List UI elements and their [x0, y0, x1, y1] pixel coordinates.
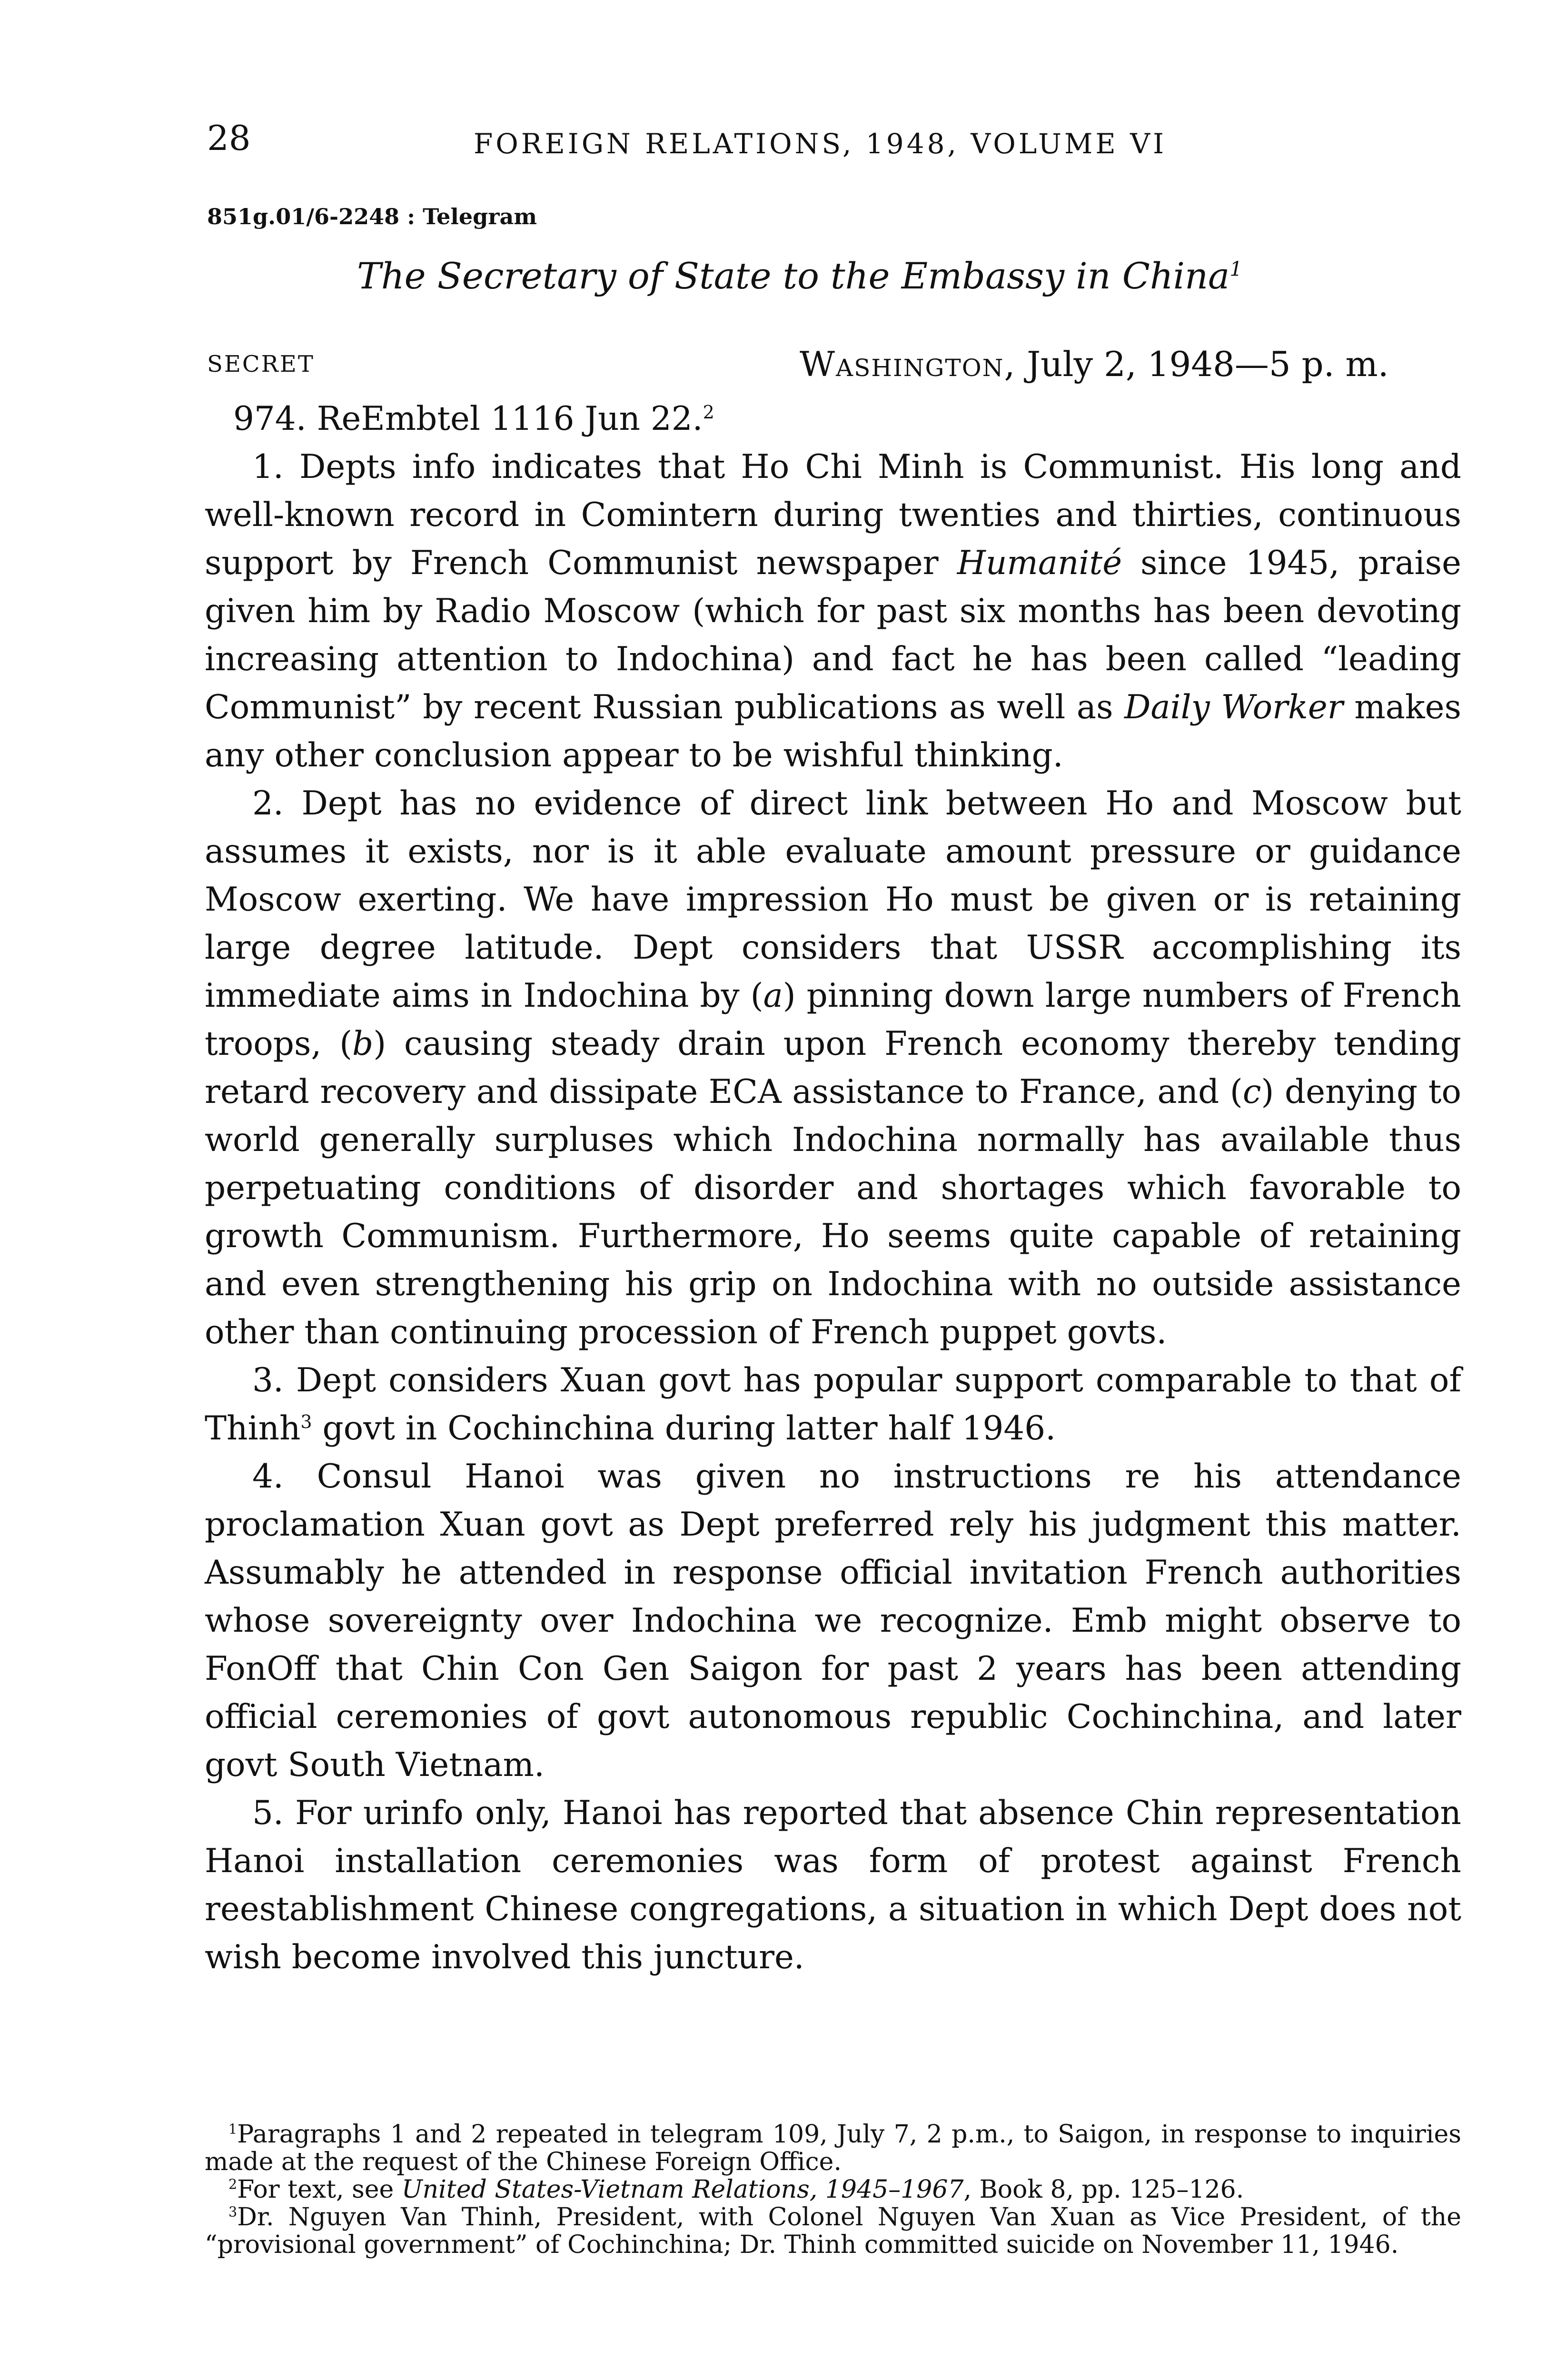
paragraph-4: 4. Consul Hanoi was given no instructions re his attendance proclamation Xuan govt as Dept preferred rely his judgment this matter. Assumably he attended in response official invitation French authorities whose sovereignty over Indochina we recognize. Emb might observe to FonOff that Chin Con Gen Saigon for past 2 years has been attending official ceremonies of govt autonomous republic Cochinchina, and later govt South Vietnam. — [205, 1458, 1461, 1784]
paragraph-3 — [205, 1357, 1461, 1453]
footnote-1-number: 1 — [228, 2121, 238, 2137]
page-header — [207, 114, 1216, 171]
footnote-2 — [205, 2176, 1461, 2203]
paragraph-1 — [205, 443, 1461, 780]
paragraph-2-text-b: ) pinning down large numbers of French troops, ( — [205, 977, 1461, 1063]
paragraph-1-text-a: 1. Depts info indicates that Ho Chi Minh is Communist. His long and well-known record in Comintern during twenties and thirties, continuous support by French Communist newspaper — [205, 448, 1461, 582]
footnote-3-number: 3 — [228, 2203, 238, 2220]
list-marker-b: b — [352, 1025, 374, 1063]
paragraph-3-text-a: 3. Dept considers Xuan govt has popular support comparable to that of Thinh — [205, 1361, 1461, 1448]
dateline — [800, 338, 1389, 390]
list-marker-c: c — [1242, 1073, 1261, 1111]
dateline-date: July 2, 1948—5 p. m. — [1016, 344, 1389, 384]
paragraph-1-text-c: makes any other conclusion appear to be wishful thinking. — [205, 688, 1461, 774]
footnote-2-text-b: , Book 8, pp. 125–126. — [963, 2175, 1244, 2204]
page-number: 28 — [207, 118, 251, 158]
telegram-body — [205, 395, 1461, 1982]
reference-line-text: 974. ReEmbtel 1116 Jun 22. — [233, 400, 703, 438]
paragraph-2-text-d: ) denying to world generally surpluses which Indochina normally has available thus perpetuating conditions of disorder and shortages which favorable to growth Communism. Furthermore, Ho seems quite capable of retaining and even strengthening his grip on Indochina with no outside assistance other than continuing procession of French puppet govts. — [205, 1073, 1462, 1351]
footnotes — [205, 2121, 1461, 2259]
paragraph-2-text-a: 2. Dept has no evidence of direct link between Ho and Moscow but assumes it exists, nor is it able evaluate amount pressure or guidance Moscow exerting. We have impression Ho must be given or is retaining large degree latitude. Dept considers that USSR accomplishing its immediate aims in Indochina by ( — [205, 784, 1461, 1015]
newspaper-name-daily-worker: Daily Worker — [1124, 688, 1343, 726]
footnote-1 — [205, 2121, 1461, 2176]
running-head: FOREIGN RELATIONS, 1948, VOLUME VI — [474, 128, 1167, 160]
footnote-ref-3: 3 — [300, 1411, 312, 1432]
paragraph-2-text-c: ) causing steady drain upon French economy thereby tending retard recovery and dissipate ECA assistance to France, and ( — [205, 1025, 1461, 1111]
footnote-2-number: 2 — [228, 2176, 238, 2192]
footnote-ref-2: 2 — [703, 402, 714, 423]
reference-line — [205, 395, 1461, 443]
paragraph-5: 5. For urinfo only, Hanoi has reported that absence Chin representation Hanoi installation ceremonies was form of protest against French reestablishment Chinese congregations, a situation in which Dept does not wish become involved this juncture. — [205, 1794, 1461, 1976]
newspaper-name-humanite: Humanité — [957, 544, 1122, 582]
footnote-2-book-title: United States-Vietnam Relations, 1945–1967 — [401, 2175, 964, 2204]
footnote-3-text: Dr. Nguyen Van Thinh, President, with Colonel Nguyen Van Xuan as Vice President, of the “provisional government” of Cochinchina; Dr. Thinh committed suicide on November 11, 1946. — [205, 2203, 1461, 2259]
dateline-city: Washington, — [800, 344, 1016, 384]
file-reference: 851g.01/6-2248 : Telegram — [207, 204, 537, 229]
document-title-text: The Secretary of State to the Embassy in China — [357, 255, 1230, 297]
footnote-ref-1: 1 — [1229, 257, 1242, 281]
footnote-1-text: Paragraphs 1 and 2 repeated in telegram 109, July 7, 2 p.m., to Saigon, in response to inquiries made at the request of the Chinese Foreign Office. — [205, 2120, 1461, 2176]
paragraph-1-text-b: since 1945, praise given him by Radio Moscow (which for past six months has been devoting increasing attention to Indochina) and fact he has been called “leading Communist” by recent Russian publications as well as — [205, 544, 1461, 726]
footnote-3 — [205, 2203, 1461, 2259]
paragraph-2 — [205, 780, 1461, 1357]
paragraph-3-text-b: govt in Cochinchina during latter half 1946. — [312, 1409, 1056, 1448]
document-title — [357, 248, 1242, 305]
footnote-2-text-a: For text, see — [237, 2175, 402, 2204]
classification-label: SECRET — [207, 351, 315, 377]
list-marker-a: a — [763, 977, 783, 1015]
